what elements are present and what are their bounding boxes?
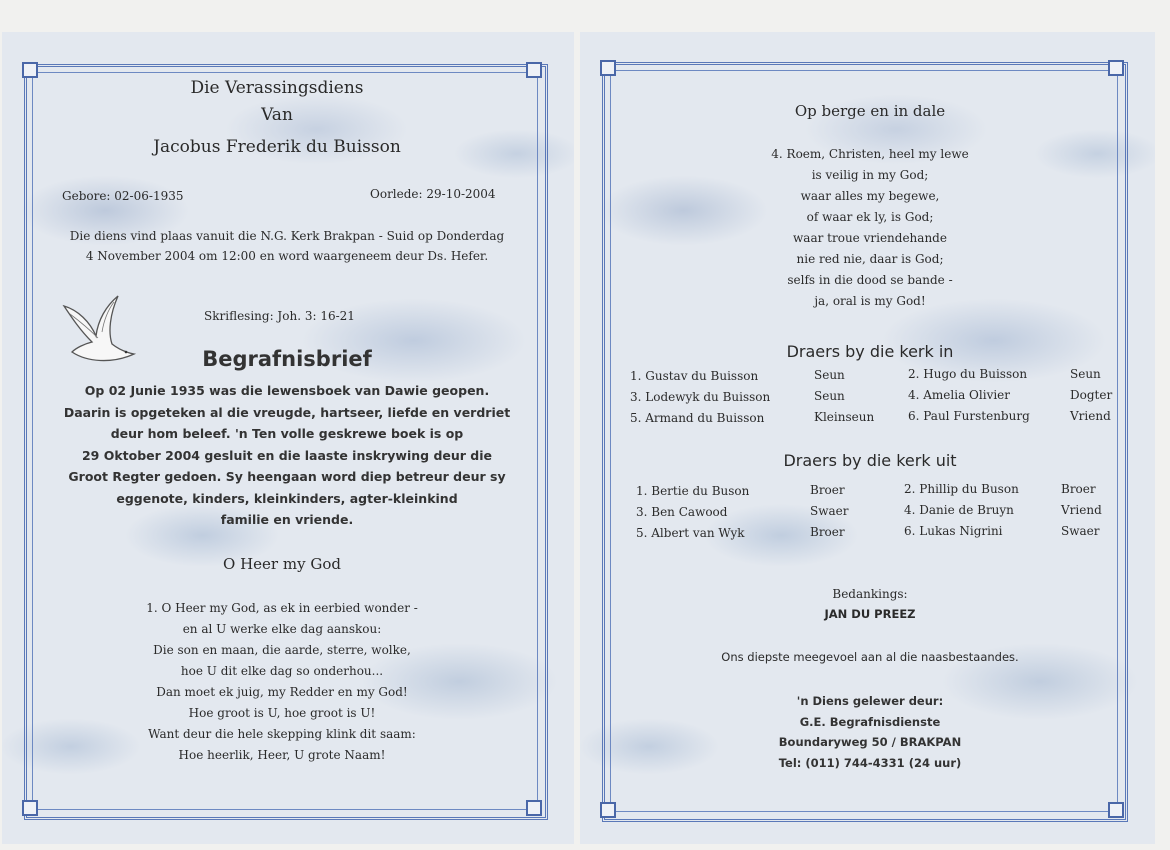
- bearer-out-name: 1. Bertie du Buson: [636, 484, 750, 498]
- service-info-line-1: Die diens vind plaas vanuit die N.G. Kerk Brakpan - Suid op Donderdag: [69, 229, 505, 243]
- corner-ornament: [600, 802, 616, 818]
- bearer-out-relation: Broer: [1061, 482, 1096, 496]
- hymn-line: hoe U dit elke dag so onderhou...: [180, 664, 384, 678]
- bearers-out-title: Draers by die kerk uit: [783, 451, 957, 470]
- left-hymn-verse: [62, 598, 502, 766]
- letter-line: familie en vriende.: [220, 512, 354, 527]
- hymn-line: Want deur die hele skepping klink dit saam:: [148, 727, 416, 741]
- condolence-text: Ons diepste meegevoel aan al die naasbestaandes.: [721, 650, 1019, 664]
- hymn-line: Hoe heerlik, Heer, U grote Naam!: [178, 748, 386, 762]
- bearers-in-title: Draers by die kerk in: [786, 342, 954, 361]
- left-hymn-title: O Heer my God: [223, 555, 341, 573]
- hymn-line: waar troue vriendehande: [793, 231, 947, 245]
- bearer-in-relation: Seun: [814, 368, 845, 382]
- right-page: [580, 32, 1155, 844]
- hymn-line: nie red nie, daar is God;: [796, 252, 944, 266]
- hymn-line: ja, oral is my God!: [814, 294, 926, 308]
- right-hymn-title: Op berge en in dale: [794, 102, 946, 120]
- hymn-line: 1. O Heer my God, as ek in eerbied wonder -: [146, 601, 418, 615]
- hymn-line: Dan moet ek juig, my Redder en my God!: [156, 685, 408, 699]
- bearer-in-relation: Vriend: [1070, 409, 1111, 423]
- letter-line: deur hom beleef. 'n Ten volle geskrewe boek is op: [110, 426, 464, 441]
- thanks-name: JAN DU PREEZ: [824, 607, 916, 621]
- bearer-out-name: 6. Lukas Nigrini: [904, 524, 1003, 538]
- birth-date: Gebore: 02-06-1935: [62, 189, 184, 203]
- thanks-label: Bedankings:: [832, 587, 908, 601]
- letter-line: Op 02 Junie 1935 was die lewensboek van Dawie geopen.: [84, 383, 490, 398]
- corner-ornament: [22, 800, 38, 816]
- service-info-line-2: 4 November 2004 om 12:00 en word waargeneem deur Ds. Hefer.: [85, 249, 489, 263]
- bearer-out-name: 3. Ben Cawood: [636, 505, 728, 519]
- corner-ornament: [526, 62, 542, 78]
- bearer-out-name: 5. Albert van Wyk: [636, 526, 745, 540]
- hymn-line: Hoe groot is U, hoe groot is U!: [188, 706, 376, 720]
- bearer-out-name: 4. Danie de Bruyn: [904, 503, 1014, 517]
- letter-line: Daarin is opgeteken al die vreugde, hartseer, liefde en verdriet: [63, 404, 511, 420]
- corner-ornament: [526, 800, 542, 816]
- bearer-in-relation: Dogter: [1070, 388, 1113, 402]
- bearer-in-name: 4. Amelia Olivier: [908, 388, 1011, 402]
- bearer-in-name: 3. Lodewyk du Buisson: [630, 390, 771, 404]
- funeral-service-block: [670, 691, 1070, 773]
- bearer-out-relation: Broer: [810, 525, 845, 539]
- hymn-line: of waar ek ly, is God;: [806, 210, 934, 224]
- bearer-in-name: 1. Gustav du Buisson: [630, 369, 759, 383]
- bearer-out-relation: Swaer: [810, 504, 849, 518]
- hymn-line: 4. Roem, Christen, heel my lewe: [771, 147, 969, 161]
- letter-line: Groot Regter gedoen. Sy heengaan word diep betreur deur sy: [68, 469, 506, 484]
- service-by-label: 'n Diens gelewer deur:: [796, 694, 944, 708]
- dove-icon: [62, 292, 144, 378]
- company-name: G.E. Begrafnisdienste: [799, 714, 941, 729]
- right-hymn-verse: [720, 144, 1020, 312]
- letter-line: eggenote, kinders, kleinkinders, agter-kleinkind: [116, 490, 458, 506]
- bearer-out-relation: Broer: [810, 483, 845, 497]
- corner-ornament: [1108, 60, 1124, 76]
- scripture-reading: Skriflesing: Joh. 3: 16-21: [204, 309, 355, 323]
- left-page: [2, 32, 574, 844]
- bearer-out-relation: Vriend: [1061, 503, 1102, 517]
- corner-ornament: [1108, 802, 1124, 818]
- bearer-in-relation: Seun: [814, 389, 845, 403]
- hymn-line: en al U werke elke dag aanskou:: [182, 622, 382, 636]
- deceased-name: Jacobus Frederik du Buisson: [153, 137, 401, 157]
- corner-ornament: [22, 62, 38, 78]
- death-date: Oorlede: 29-10-2004: [370, 187, 496, 201]
- hymn-line: selfs in die dood se bande -: [787, 273, 953, 287]
- title-line-1: Die Verassingsdiens: [190, 78, 364, 98]
- obituary-letter: [47, 380, 527, 531]
- company-address: Boundaryweg 50 / BRAKPAN: [778, 735, 962, 749]
- corner-ornament: [600, 60, 616, 76]
- letter-line: 29 Oktober 2004 gesluit en die laaste inskrywing deur die: [81, 447, 493, 463]
- hymn-line: waar alles my begewe,: [800, 189, 940, 203]
- hymn-line: is veilig in my God;: [811, 168, 929, 182]
- bearer-out-name: 2. Phillip du Buson: [904, 482, 1019, 496]
- company-phone: Tel: (011) 744-4331 (24 uur): [778, 755, 962, 770]
- bearer-in-name: 2. Hugo du Buisson: [908, 367, 1028, 381]
- bearer-in-name: 5. Armand du Buisson: [630, 411, 765, 425]
- bearer-in-relation: Kleinseun: [814, 410, 875, 424]
- letter-title: Begrafnisbrief: [202, 347, 372, 371]
- bearer-out-relation: Swaer: [1061, 524, 1100, 538]
- hymn-line: Die son en maan, die aarde, sterre, wolke,: [153, 643, 411, 657]
- title-line-2: Van: [261, 105, 293, 125]
- bearer-in-relation: Seun: [1070, 367, 1101, 381]
- bearer-in-name: 6. Paul Furstenburg: [908, 409, 1030, 423]
